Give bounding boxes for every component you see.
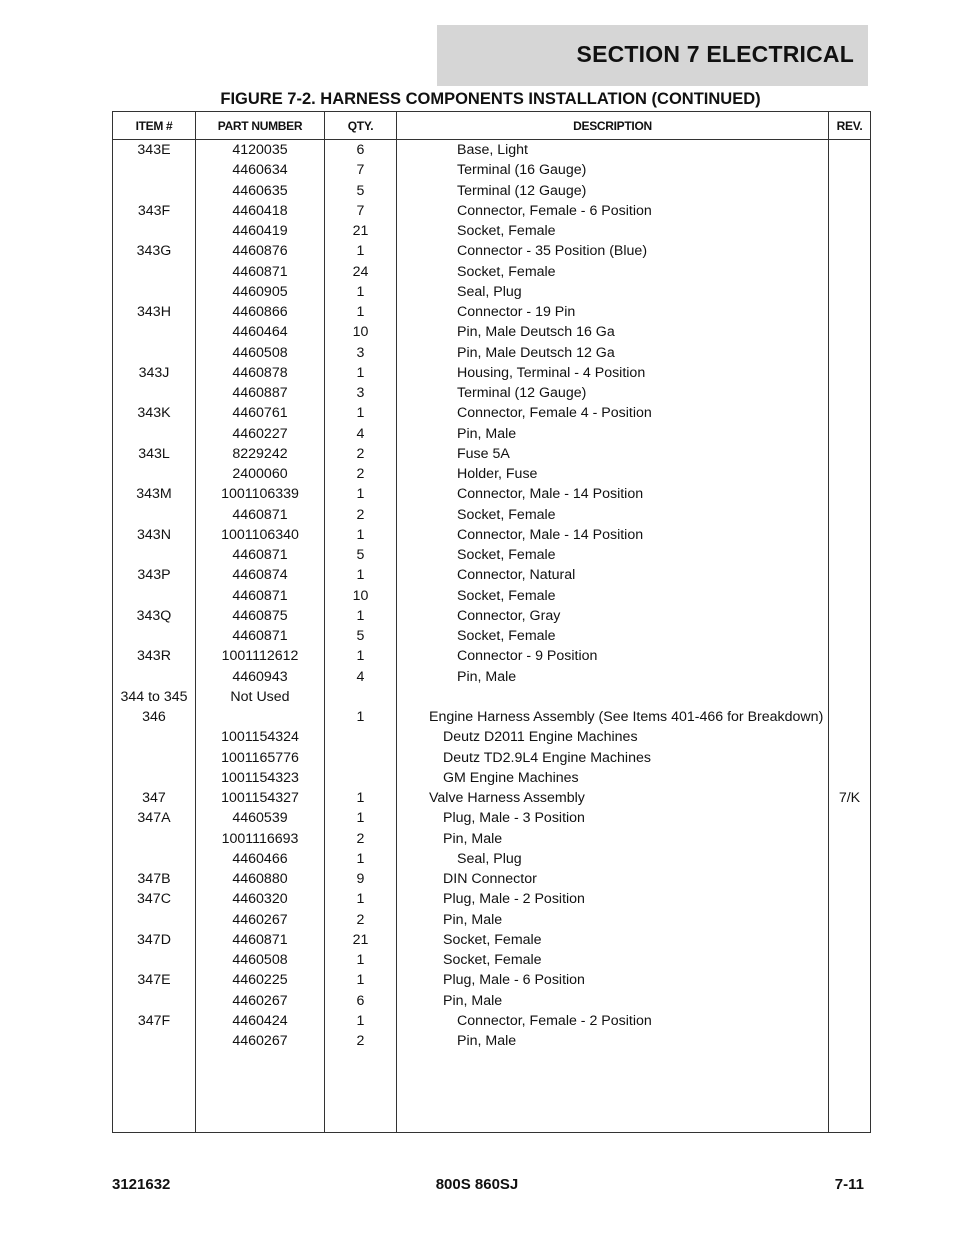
item-cell: 347A (137, 810, 171, 827)
desc-cell: Valve Harness Assembly (429, 790, 585, 806)
item-cell (113, 282, 195, 302)
desc-cell: Socket, Female (457, 506, 556, 523)
rev-cell (829, 1011, 870, 1031)
desc-cell: Socket, Female (457, 628, 556, 644)
part-cell: 4460539 (232, 810, 288, 827)
desc-cell (397, 687, 828, 707)
part-cell: Not Used (230, 688, 290, 705)
item-cell: 343K (137, 405, 171, 422)
item-cell: 343N (137, 526, 171, 543)
desc-cell: Terminal (16 Gauge) (457, 162, 587, 179)
rev-cell (829, 970, 870, 990)
qty-cell: 2 (356, 1033, 365, 1049)
item-cell (113, 424, 195, 444)
qty-cell: 5 (356, 547, 365, 563)
qty-cell: 1 (356, 304, 365, 320)
parts-table (112, 111, 871, 1133)
part-cell: 4460267 (232, 992, 288, 1009)
item-cell (113, 991, 195, 1011)
part-cell: 1001154323 (221, 769, 299, 786)
item-cell (113, 626, 195, 646)
qty-cell: 2 (356, 445, 365, 462)
desc-cell: GM Engine Machines (443, 769, 579, 786)
desc-cell: Deutz TD2.9L4 Engine Machines (443, 749, 651, 766)
desc-cell: Pin, Male (457, 425, 517, 442)
part-cell: 4460876 (232, 243, 288, 260)
part-cell: 4460634 (232, 162, 288, 179)
part-cell: 4460871 (232, 931, 288, 948)
desc-cell: Pin, Male Deutsch 12 Ga (457, 344, 615, 361)
desc-cell: Plug, Male - 2 Position (443, 891, 585, 908)
qty-cell: 2 (356, 830, 365, 847)
desc-cell: Connector, Male - 14 Position (457, 486, 644, 503)
rev-cell (829, 201, 870, 221)
qty-cell: 6 (356, 142, 365, 158)
desc-cell: Terminal (12 Gauge) (457, 182, 587, 199)
part-cell: 8229242 (232, 445, 288, 462)
part-cell: 4460871 (232, 628, 288, 644)
section-banner (437, 25, 868, 86)
rev-cell (829, 484, 870, 504)
part-cell: 4460225 (232, 972, 288, 989)
qty-cell (325, 727, 396, 747)
part-cell: 1001116693 (221, 830, 299, 847)
qty-cell: 1 (356, 891, 365, 908)
item-cell (113, 748, 195, 768)
part-cell: 1001106340 (221, 526, 299, 543)
part-cell: 4460466 (232, 850, 288, 867)
section-title: SECTION 7 ELECTRICAL (576, 41, 854, 67)
part-cell: 4460871 (232, 263, 288, 280)
qty-cell (325, 768, 396, 788)
desc-cell: Seal, Plug (457, 283, 522, 300)
desc-cell: Seal, Plug (457, 850, 522, 867)
rev-cell (829, 646, 870, 666)
qty-cell: 3 (356, 385, 365, 401)
part-cell: 4460866 (232, 304, 288, 320)
footer-model: 800S 860SJ (435, 1176, 519, 1193)
qty-cell: 7 (356, 162, 365, 179)
part-cell: 4460871 (232, 587, 288, 604)
item-cell (113, 221, 195, 241)
item-cell: 347 (142, 790, 166, 806)
qty-cell: 3 (356, 344, 365, 361)
desc-cell: Engine Harness Assembly (See Items 401-466 for Breakdown) (429, 709, 824, 725)
table-header-row (113, 112, 871, 140)
qty-cell: 1 (356, 952, 365, 968)
part-cell: 4460464 (232, 324, 288, 341)
qty-cell: 1 (356, 709, 365, 725)
column-header-qty: QTY. (325, 112, 397, 140)
qty-cell: 1 (356, 850, 365, 867)
qty-cell: 1 (356, 810, 365, 827)
part-cell: 4460320 (232, 891, 288, 908)
part-cell: 4460419 (232, 223, 288, 239)
desc-cell: Base, Light (457, 142, 528, 158)
description-column (397, 140, 829, 1133)
qty-cell: 1 (356, 283, 365, 300)
figure-title: FIGURE 7-2. HARNESS COMPONENTS INSTALLATION (CONTINUED) (220, 90, 761, 108)
desc-cell: Plug, Male - 6 Position (443, 972, 585, 989)
part-cell: 4460943 (232, 668, 288, 685)
qty-cell: 7 (356, 202, 365, 219)
rev-cell (829, 565, 870, 585)
desc-cell: Terminal (12 Gauge) (457, 385, 587, 401)
qty-cell: 1 (356, 648, 365, 665)
column-header-part-number: PART NUMBER (196, 112, 325, 140)
item-cell: 343J (138, 364, 170, 381)
desc-cell: Connector, Female - 6 Position (457, 202, 652, 219)
part-number-column (196, 140, 325, 1133)
qty-cell: 10 (352, 324, 369, 341)
part-cell: 4460875 (232, 607, 288, 624)
item-cell (113, 262, 195, 282)
item-column (113, 140, 196, 1133)
item-cell: 343E (137, 142, 171, 158)
qty-cell: 2 (356, 466, 365, 482)
qty-cell: 5 (356, 628, 365, 644)
column-header-rev: REV. (829, 112, 871, 140)
item-cell: 343F (137, 202, 171, 219)
part-cell: 4460418 (232, 202, 288, 219)
part-cell: 4460880 (232, 871, 288, 887)
rev-cell (829, 687, 870, 707)
item-cell: 343L (138, 445, 170, 462)
item-cell (113, 667, 195, 687)
rev-cell (829, 262, 870, 282)
desc-cell: Connector, Female - 2 Position (457, 1012, 652, 1029)
rev-cell (829, 140, 870, 160)
part-cell: 1001112612 (221, 648, 299, 665)
rev-cell (829, 808, 870, 828)
item-cell (113, 1031, 195, 1051)
part-cell: 4460227 (232, 425, 288, 442)
part-cell: 4460871 (232, 506, 288, 523)
item-cell: 343M (136, 486, 172, 503)
part-cell: 4460508 (232, 344, 288, 361)
rev-cell (829, 727, 870, 747)
qty-cell (325, 687, 396, 707)
rev-cell (829, 849, 870, 869)
part-cell: 4460267 (232, 911, 288, 928)
desc-cell: Socket, Female (443, 952, 542, 968)
item-cell: 347B (137, 871, 171, 887)
rev-cell (829, 241, 870, 261)
rev-cell (829, 910, 870, 930)
part-cell: 4460508 (232, 952, 288, 968)
rev-cell (829, 282, 870, 302)
item-cell (113, 464, 195, 484)
item-cell: 347D (137, 931, 171, 948)
part-cell: 4460887 (232, 385, 288, 401)
rev-column (829, 140, 871, 1133)
rev-cell (829, 748, 870, 768)
item-cell: 346 (142, 709, 166, 725)
desc-cell: Socket, Female (457, 263, 556, 280)
desc-cell: Connector, Gray (457, 607, 561, 624)
qty-cell: 1 (356, 364, 365, 381)
rev-cell (829, 181, 870, 201)
item-cell (113, 181, 195, 201)
item-cell: 347C (137, 891, 171, 908)
rev-cell (829, 160, 870, 180)
qty-cell: 6 (356, 992, 365, 1009)
part-cell (196, 707, 324, 727)
table-body-row (113, 140, 871, 1133)
rev-cell (829, 889, 870, 909)
qty-cell: 2 (356, 506, 365, 523)
part-cell: 1001154324 (221, 729, 299, 746)
qty-cell: 10 (352, 587, 369, 604)
part-cell: 4460267 (232, 1033, 288, 1049)
part-cell: 4460761 (232, 405, 288, 422)
item-cell (113, 505, 195, 525)
desc-cell: Pin, Male (443, 911, 503, 928)
rev-cell (829, 829, 870, 849)
part-cell: 1001106339 (221, 486, 299, 503)
item-cell: 347E (137, 972, 171, 989)
rev-cell (829, 869, 870, 889)
rev-cell (829, 606, 870, 626)
desc-cell: DIN Connector (443, 871, 537, 887)
qty-cell: 9 (356, 871, 365, 887)
item-cell (113, 343, 195, 363)
rev-cell (829, 667, 870, 687)
item-cell (113, 950, 195, 970)
qty-column (325, 140, 397, 1133)
item-cell (113, 383, 195, 403)
rev-cell (829, 950, 870, 970)
item-cell (113, 768, 195, 788)
rev-cell (829, 768, 870, 788)
qty-cell: 4 (356, 425, 365, 442)
part-cell: 1001154327 (221, 790, 299, 806)
qty-cell: 21 (352, 223, 369, 239)
rev-cell (829, 1031, 870, 1051)
item-cell (113, 586, 195, 606)
desc-cell: Socket, Female (457, 587, 556, 604)
rev-cell (829, 707, 870, 727)
item-cell: 343G (136, 243, 172, 260)
rev-cell (829, 363, 870, 383)
item-cell: 343R (137, 648, 171, 665)
desc-cell: Connector - 19 Pin (457, 304, 576, 320)
qty-cell: 1 (356, 607, 365, 624)
qty-cell: 1 (356, 790, 365, 806)
qty-cell: 1 (356, 567, 365, 584)
desc-cell: Socket, Female (457, 223, 556, 239)
part-cell: 2400060 (232, 466, 288, 482)
part-cell: 4460878 (232, 364, 288, 381)
qty-cell: 21 (352, 931, 369, 948)
qty-cell (325, 748, 396, 768)
rev-cell (829, 525, 870, 545)
desc-cell: Pin, Male (443, 830, 503, 847)
desc-cell: Holder, Fuse (457, 466, 538, 482)
item-cell (113, 910, 195, 930)
rev-cell (829, 545, 870, 565)
part-cell: 4460874 (232, 567, 288, 584)
rev-cell (829, 586, 870, 606)
qty-cell: 5 (356, 182, 365, 199)
desc-cell: Connector, Natural (457, 567, 576, 584)
qty-cell: 1 (356, 526, 365, 543)
desc-cell: Connector - 9 Position (457, 648, 598, 665)
desc-cell: Pin, Male (457, 1033, 517, 1049)
desc-cell: Socket, Female (457, 547, 556, 563)
qty-cell: 1 (356, 972, 365, 989)
desc-cell: Connector - 35 Position (Blue) (457, 243, 648, 260)
column-header-description: DESCRIPTION (397, 112, 829, 140)
item-cell (113, 322, 195, 342)
item-cell (113, 727, 195, 747)
desc-cell: Plug, Male - 3 Position (443, 810, 585, 827)
rev-cell (829, 626, 870, 646)
column-header-item: ITEM # (113, 112, 196, 140)
rev-cell (829, 343, 870, 363)
item-cell: 347F (137, 1012, 171, 1029)
rev-cell (829, 302, 870, 322)
part-cell: 4460905 (232, 283, 288, 300)
qty-cell: 1 (356, 243, 365, 260)
desc-cell: Fuse 5A (457, 445, 510, 462)
footer-doc-number: 3121632 (112, 1176, 171, 1193)
qty-cell: 2 (356, 911, 365, 928)
qty-cell: 1 (356, 1012, 365, 1029)
footer-page-number: 7-11 (834, 1176, 864, 1193)
rev-cell (829, 383, 870, 403)
qty-cell: 1 (356, 405, 365, 422)
part-cell: 4460424 (232, 1012, 288, 1029)
rev-cell (829, 403, 870, 423)
part-cell: 4460635 (232, 182, 288, 199)
desc-cell: Connector, Female 4 - Position (457, 405, 652, 422)
rev-cell: 7/K (838, 790, 861, 806)
item-cell: 343Q (136, 607, 172, 624)
rev-cell (829, 424, 870, 444)
item-cell (113, 849, 195, 869)
desc-cell: Socket, Female (443, 931, 542, 948)
rev-cell (829, 444, 870, 464)
rev-cell (829, 991, 870, 1011)
rev-cell (829, 505, 870, 525)
item-cell: 343P (137, 567, 171, 584)
part-cell: 4460871 (232, 547, 288, 563)
part-cell: 4120035 (232, 142, 288, 158)
item-cell (113, 160, 195, 180)
desc-cell: Pin, Male Deutsch 16 Ga (457, 324, 615, 341)
desc-cell: Housing, Terminal - 4 Position (457, 364, 646, 381)
rev-cell (829, 322, 870, 342)
desc-cell: Deutz D2011 Engine Machines (443, 729, 638, 746)
item-cell (113, 829, 195, 849)
rev-cell (829, 930, 870, 950)
qty-cell: 4 (356, 668, 365, 685)
rev-cell (829, 464, 870, 484)
qty-cell: 1 (356, 486, 365, 503)
rev-cell (829, 221, 870, 241)
desc-cell: Pin, Male (457, 668, 517, 685)
item-cell (113, 545, 195, 565)
qty-cell: 24 (352, 263, 369, 280)
item-cell: 344 to 345 (120, 688, 188, 705)
desc-cell: Connector, Male - 14 Position (457, 526, 644, 543)
item-cell: 343H (137, 304, 171, 320)
part-cell: 1001165776 (221, 749, 299, 766)
desc-cell: Pin, Male (443, 992, 503, 1009)
